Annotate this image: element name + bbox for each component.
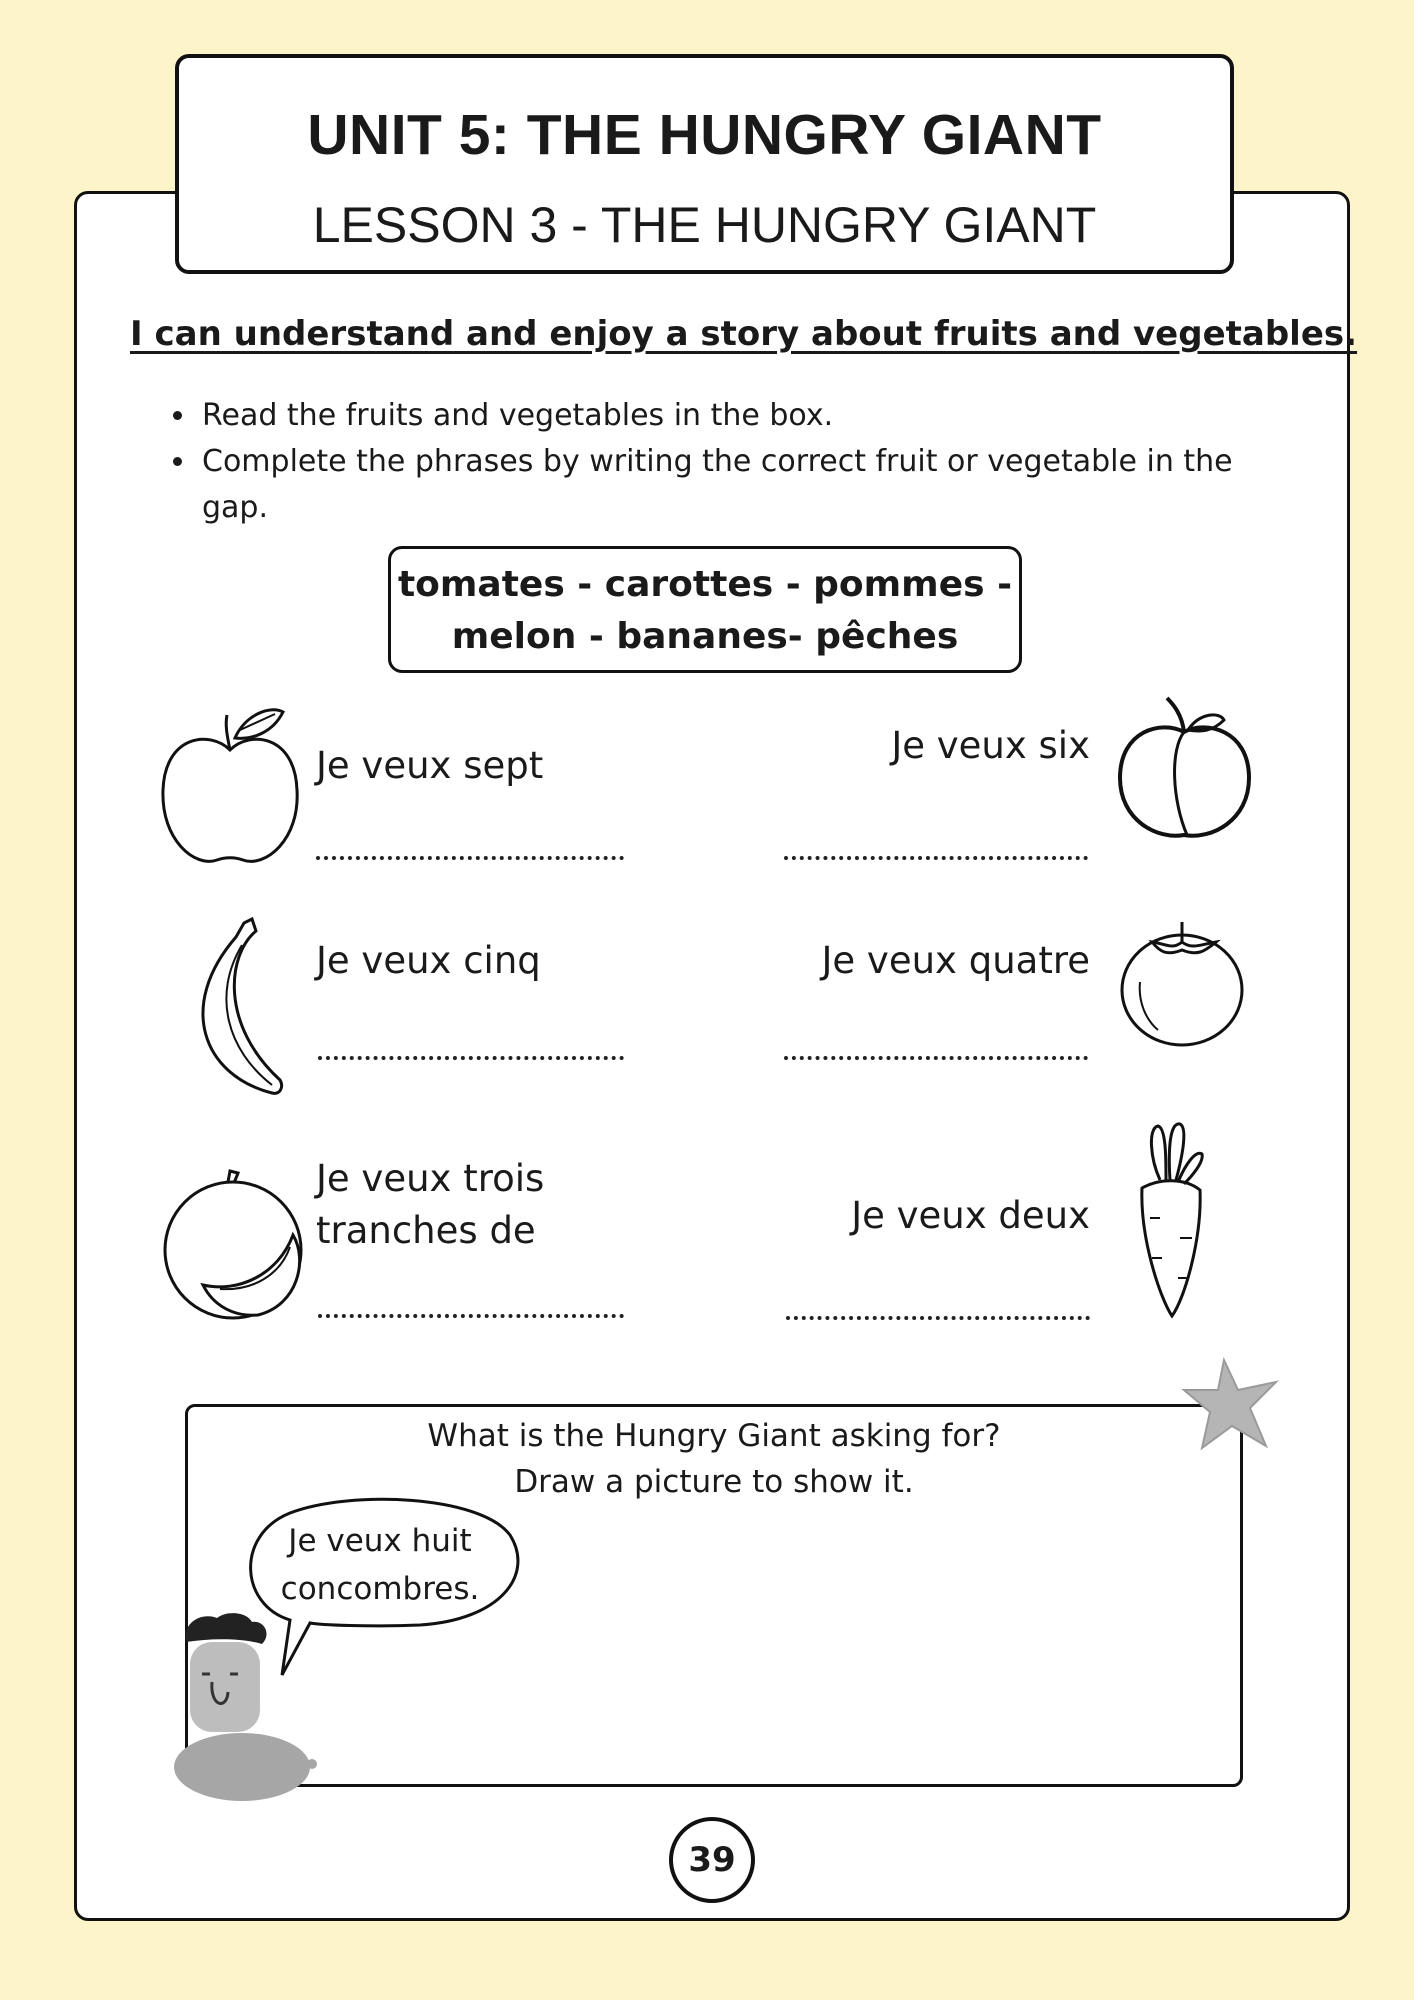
instruction-item: • Complete the phrases by writing the correct fruit or vegetable in the gap.: [198, 439, 1298, 531]
word-box-line: melon - bananes- pêches: [451, 616, 959, 657]
answer-blank-tomato[interactable]: [784, 1056, 1088, 1060]
answer-blank-banana[interactable]: [318, 1056, 624, 1060]
answer-blank-apple[interactable]: [316, 856, 624, 860]
answer-blank-carrot[interactable]: [786, 1316, 1090, 1320]
giant-icon: [172, 1612, 322, 1802]
speech-bubble-text: [250, 1517, 510, 1613]
peach-icon: [1112, 690, 1257, 845]
word-box: [388, 546, 1022, 673]
tomato-icon: [1112, 912, 1252, 1052]
star-icon: [1180, 1352, 1284, 1456]
answer-blank-peach[interactable]: [784, 856, 1088, 860]
page-subtitle: LESSON 3 - THE HUNGRY GIANT: [312, 197, 1097, 253]
phrase-peach: Je veux six: [891, 724, 1090, 767]
phrase-banana: Je veux cinq: [316, 939, 541, 982]
page-title: UNIT 5: THE HUNGRY GIANT: [307, 103, 1102, 167]
drawing-prompt-line1: What is the Hungry Giant asking for?: [427, 1418, 1001, 1454]
speech-bubble-line2: concombres.: [280, 1571, 480, 1607]
word-box-line: tomates - carottes - pommes -: [397, 564, 1013, 605]
phrase-carrot: Je veux deux: [851, 1194, 1090, 1237]
carrot-icon: [1130, 1118, 1210, 1323]
phrase-melon-line1: Je veux trois: [316, 1157, 545, 1200]
phrase-melon-line2: tranches de: [316, 1209, 536, 1252]
phrase-apple: Je veux sept: [316, 744, 544, 787]
page-number: 39: [669, 1817, 755, 1903]
drawing-prompt-line2: Draw a picture to show it.: [514, 1464, 914, 1500]
speech-bubble-line1: Je veux huit: [288, 1523, 472, 1559]
instruction-list: [158, 393, 1298, 531]
title-box: [175, 54, 1234, 274]
banana-icon: [172, 915, 292, 1100]
phrase-tomato: Je veux quatre: [821, 939, 1090, 982]
apple-icon: [155, 700, 305, 870]
instruction-item: • Read the fruits and vegetables in the box.: [198, 393, 1298, 439]
answer-blank-melon[interactable]: [318, 1314, 624, 1318]
melon-icon: [158, 1165, 313, 1325]
learning-objective: I can understand and enjoy a story about fruits and vegetables.: [130, 314, 1358, 354]
